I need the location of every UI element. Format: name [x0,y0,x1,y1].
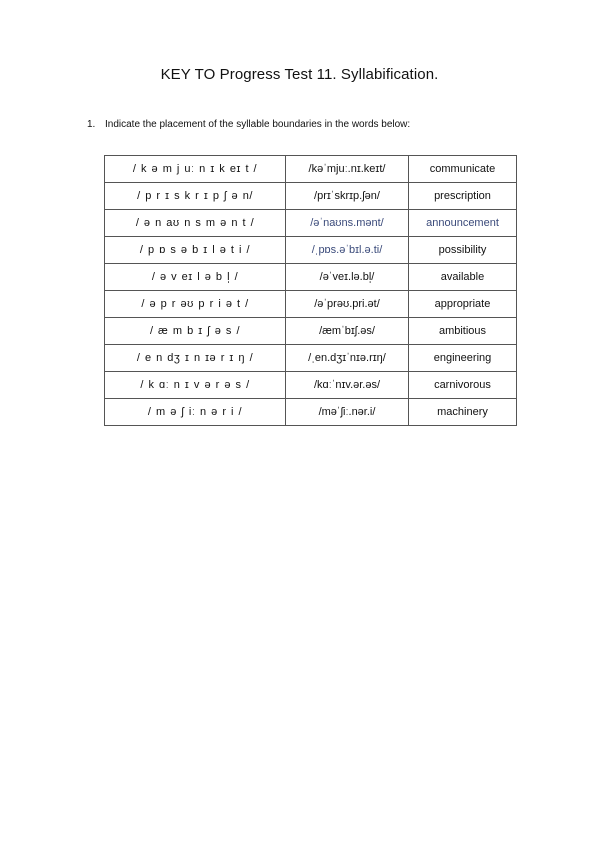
transcription-cell: /æmˈbɪʃ.əs/ [286,318,409,345]
word-cell: possibility [409,237,517,264]
transcription-cell: /əˈveɪ.lə.bl̩/ [286,264,409,291]
instruction-text: Indicate the placement of the syllable boundaries in the words below: [105,119,411,130]
phonemes-cell: / p ɒ s ə b ɪ l ə t i / [105,237,286,264]
table-row [105,291,517,318]
word-cell: machinery [409,399,517,426]
word-cell: appropriate [409,291,517,318]
instruction-number: 1. [87,119,96,130]
page-title: KEY TO Progress Test 11. Syllabification. [160,66,439,83]
table-row [105,183,517,210]
phonemes-cell: / m ə ʃ iː n ə r i / [105,399,286,426]
word-cell: prescription [409,183,517,210]
phonemes-cell: / k ə m j uː n ɪ k eɪ t / [105,156,286,183]
instruction [87,118,410,131]
table-row [105,318,517,345]
word-cell: carnivorous [409,372,517,399]
table-row [105,237,517,264]
transcription-cell: /kɑːˈnɪv.ər.əs/ [286,372,409,399]
transcription-cell: /prɪˈskrɪp.ʃən/ [286,183,409,210]
phonemes-cell: / ə n aʊ n s m ə n t / [105,210,286,237]
table-row [105,210,517,237]
syllable-table [104,155,517,426]
word-cell: announcement [409,210,517,237]
transcription-cell: /ˌpɒs.əˈbɪl.ə.ti/ [286,237,409,264]
table-row [105,156,517,183]
word-cell: available [409,264,517,291]
table-row [105,345,517,372]
table-row [105,399,517,426]
phonemes-cell: / p r ɪ s k r ɪ p ʃ ə n/ [105,183,286,210]
transcription-cell: /məˈʃiː.nər.i/ [286,399,409,426]
transcription-cell: /əˈprəʊ.pri.ət/ [286,291,409,318]
phonemes-cell: / ə v eɪ l ə b l̩ / [105,264,286,291]
word-cell: engineering [409,345,517,372]
phonemes-cell: / k ɑː n ɪ v ə r ə s / [105,372,286,399]
phonemes-cell: / ə p r əʊ p r i ə t / [105,291,286,318]
transcription-cell: /əˈnaʊns.mənt/ [286,210,409,237]
word-cell: ambitious [409,318,517,345]
table-row [105,264,517,291]
phonemes-cell: / æ m b ɪ ʃ ə s / [105,318,286,345]
transcription-cell: /ˌen.dʒɪˈnɪə.rɪŋ/ [286,345,409,372]
table-row [105,372,517,399]
word-cell: communicate [409,156,517,183]
transcription-cell: /kəˈmjuː.nɪ.keɪt/ [286,156,409,183]
phonemes-cell: / e n dʒ ɪ n ɪə r ɪ ŋ / [105,345,286,372]
